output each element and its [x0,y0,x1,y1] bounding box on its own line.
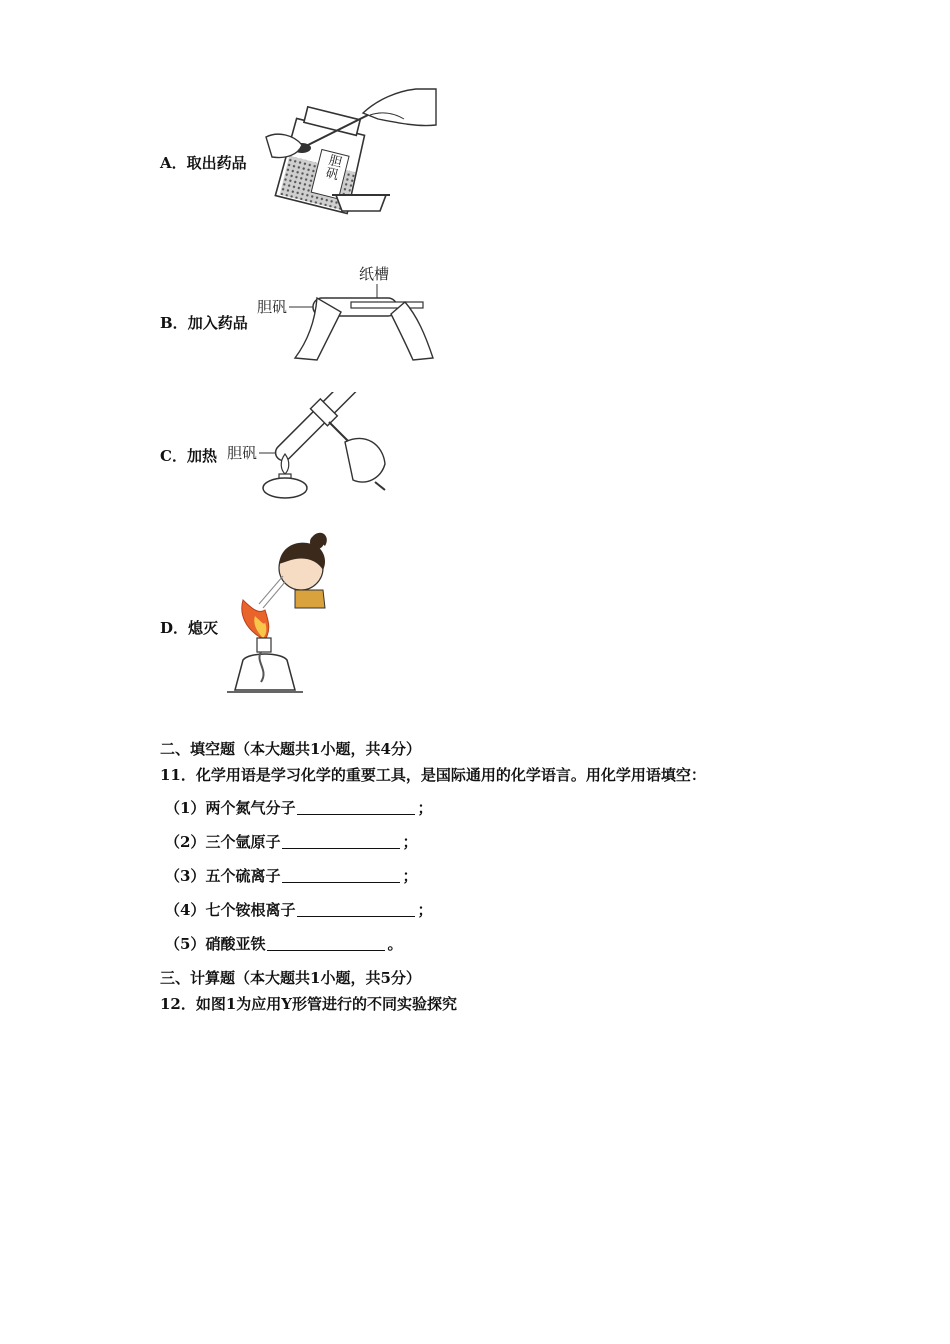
option-d [160,617,218,638]
fill-item-1 [165,797,432,818]
section-2-title: 二、填空题（本大题共1小题，共4分） [160,740,421,758]
fill-item-2 [165,831,417,852]
label-copper-sulfate-c: 胆矾 [227,444,258,462]
fill-item-3-text: 五个硫离子 [205,867,281,885]
fill-item-4-text: 七个铵根离子 [205,901,296,919]
answer-blank-2[interactable] [282,834,400,849]
answer-blank-1[interactable] [297,800,415,815]
figure-d-blowing-out-lamp [225,530,340,698]
fill-item-3 [165,865,417,886]
option-d-text: 熄灭 [188,619,219,637]
fill-item-2-end: ； [402,833,418,851]
fill-item-4-end: ； [417,901,433,919]
fill-item-5-num: （5） [165,935,206,953]
label-copper-sulfate-b: 胆矾 [257,298,288,316]
fill-item-2-num: （2） [165,833,206,851]
fill-item-1-num: （1） [165,799,206,817]
jar-label: 胆矾 [321,152,343,181]
question-12: 12．如图1为应用Y形管进行的不同实验探究 [160,995,458,1013]
option-b [160,312,248,333]
section-3-title: 三、计算题（本大题共1小题，共5分） [160,969,421,987]
figure-a-taking-reagent [258,85,438,220]
option-c-text: 加热 [186,447,217,465]
option-c-letter: C． [160,447,187,465]
question-11: 11．化学用语是学习化学的重要工具，是国际通用的化学语言。用化学用语填空： [160,766,706,784]
option-d-letter: D． [160,619,189,637]
fill-item-3-num: （3） [165,867,206,885]
option-c [160,445,217,466]
fill-item-5 [165,933,402,954]
answer-blank-3[interactable] [282,868,400,883]
figure-b-adding-reagent [255,262,440,362]
fill-item-2-text: 三个氩原子 [205,833,281,851]
option-a-text: 取出药品 [186,154,247,172]
option-a [160,152,247,173]
fill-item-5-text: 硝酸亚铁 [205,935,266,953]
option-a-letter: A． [160,154,187,172]
label-paper-trough: 纸槽 [359,265,390,283]
fill-item-4-num: （4） [165,901,206,919]
fill-item-3-end: ； [402,867,418,885]
answer-blank-4[interactable] [297,902,415,917]
fill-item-1-text: 两个氮气分子 [205,799,296,817]
figure-c-heating [225,392,395,502]
option-b-text: 加入药品 [187,314,248,332]
fill-item-5-end: 。 [387,935,403,953]
fill-item-4 [165,899,432,920]
option-b-letter: B． [160,314,188,332]
fill-item-1-end: ； [417,799,433,817]
answer-blank-5[interactable] [267,936,385,951]
